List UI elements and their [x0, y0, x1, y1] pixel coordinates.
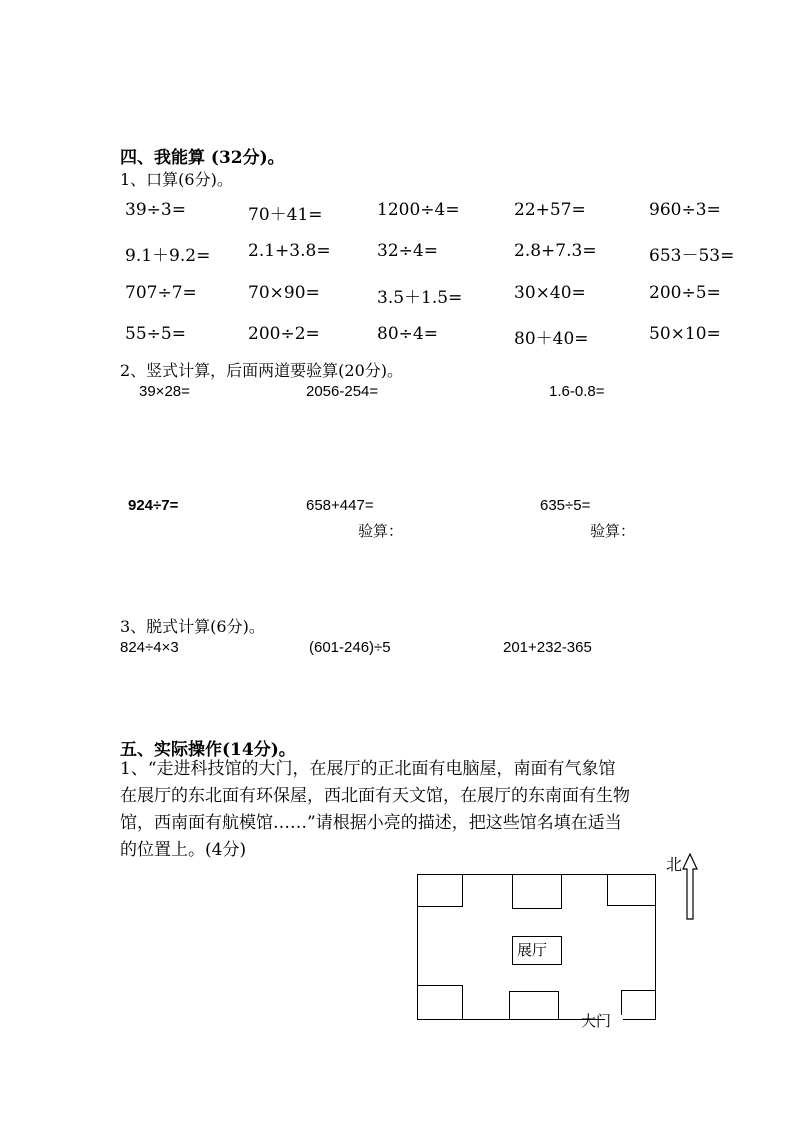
stepwise-calc-item: 201+232-365 — [503, 639, 592, 656]
calc-item: 80÷4= — [377, 324, 438, 344]
section5-title: 五、实际操作(14分)。 — [120, 740, 296, 760]
calc-item: 22+57= — [514, 200, 586, 220]
north-slot — [512, 874, 562, 909]
question-line: 在展厅的东北面有环保屋，西北面有天文馆，在展厅的东南面有生物 — [120, 786, 630, 806]
gate-label: 大门 — [581, 1012, 612, 1030]
vertical-calc-item: 924÷7= — [128, 497, 179, 514]
southeast-slot — [621, 990, 656, 1020]
northeast-slot — [607, 874, 656, 906]
stepwise-calc-item: (601-246)÷5 — [309, 639, 391, 656]
north-label: 北 — [666, 855, 683, 874]
calc-item: 960÷3= — [649, 200, 721, 220]
calc-item: 32÷4= — [377, 241, 438, 261]
vertical-calc-item: 1.6-0.8= — [549, 383, 605, 400]
calc-item: 50×10= — [649, 324, 721, 344]
part3-title: 3、脱式计算(6分)。 — [120, 617, 265, 636]
section4-title: 四、我能算 (32分)。 — [120, 148, 285, 168]
vertical-calc-item: 39×28= — [139, 383, 190, 400]
calc-item: 707÷7= — [125, 283, 197, 303]
question-text — [120, 756, 630, 864]
calc-item: 9.1＋9.2= — [125, 246, 211, 266]
calc-item: 2.8+7.3= — [514, 241, 597, 261]
vertical-calc-item: 658+447= — [306, 497, 374, 514]
calc-item: 70＋41= — [248, 205, 323, 225]
southwest-slot — [417, 985, 463, 1020]
part2-title: 2、竖式计算，后面两道要验算(20分)。 — [120, 361, 404, 380]
stepwise-calc-item: 824÷4×3 — [120, 639, 179, 656]
hall-box: 展厅 — [512, 936, 562, 965]
question-line: 的位置上。(4分) — [120, 840, 247, 860]
calc-item: 653－53= — [649, 246, 735, 266]
calc-item: 200÷5= — [649, 283, 721, 303]
calc-item: 70×90= — [248, 283, 320, 303]
northwest-slot — [417, 874, 463, 907]
calc-item: 1200÷4= — [377, 200, 460, 220]
calc-item: 200÷2= — [248, 324, 320, 344]
north-arrow-icon — [681, 853, 699, 921]
question-line: 1、“走进科技馆的大门，在展厅的正北面有电脑屋，南面有气象馆 — [120, 759, 616, 779]
calc-item: 80＋40= — [514, 329, 589, 349]
check-label: 验算： — [590, 523, 636, 540]
calc-item: 55÷5= — [125, 324, 186, 344]
calc-item: 30×40= — [514, 283, 586, 303]
vertical-calc-item: 2056-254= — [306, 383, 379, 400]
question-line: 馆，西南面有航模馆……”请根据小亮的描述，把这些馆名填在适当 — [120, 813, 622, 833]
calc-item: 39÷3= — [125, 200, 186, 220]
part1-title: 1、口算(6分)。 — [120, 170, 233, 189]
south-slot — [509, 991, 559, 1020]
calc-item: 2.1+3.8= — [248, 241, 331, 261]
vertical-calc-item: 635÷5= — [540, 497, 591, 514]
check-label: 验算： — [358, 523, 404, 540]
calc-item: 3.5＋1.5= — [377, 288, 463, 308]
